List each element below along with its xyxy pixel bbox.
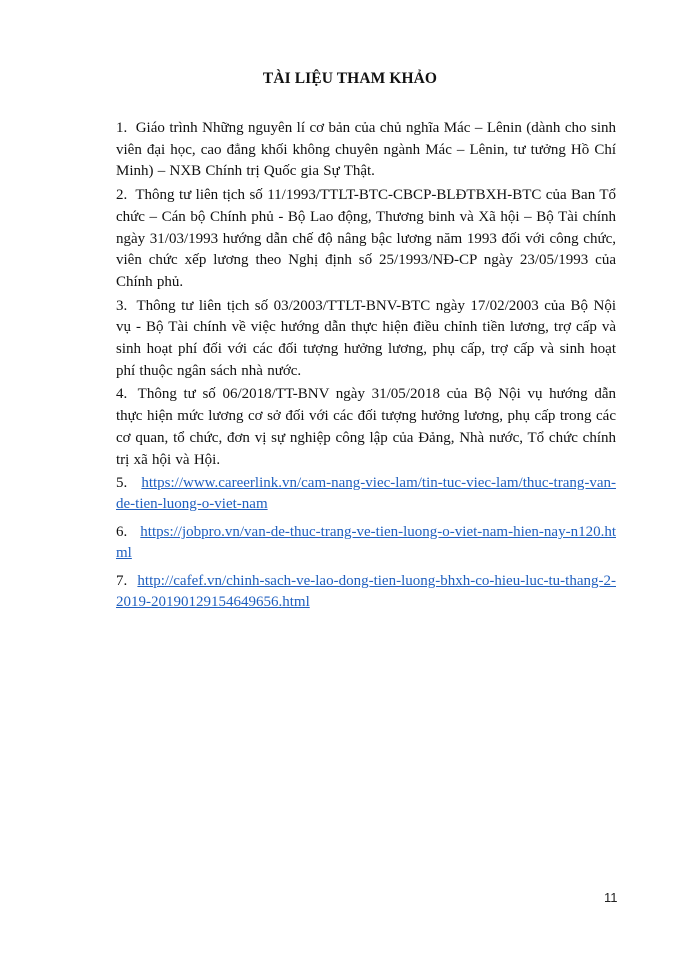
reference-text: Thông tư số 06/2018/TT-BNV ngày 31/05/2018 của Bộ Nội vụ hướng dẫn thực hiện mức lương cơ sở đối với các đối tượng hưởng lương, phụ cấp trong các cơ quan, tổ chức, đơn vị sự nghiệp công lập của Đảng, Nhà nước, Tổ chức chính trị xã hội và Hội. [116, 386, 616, 468]
reference-item-3 [116, 296, 616, 383]
reference-item-2 [116, 185, 616, 294]
reference-number: 7. [116, 573, 128, 590]
reference-item-6 [116, 522, 616, 564]
reference-number: 2. [116, 187, 128, 204]
reference-number: 1. [116, 120, 128, 136]
reference-text: Thông tư liên tịch số 03/2003/TTLT-BNV-BTC ngày 17/02/2003 của Bộ Nội vụ - Bộ Tài chính về việc hướng dẫn thực hiện điều chỉnh tiền lương, trợ cấp và sinh hoạt phí đối với các đối tượng hưởng lương, phụ cấp, trợ cấp và sinh hoạt phí thuộc ngân sách nhà nước. [116, 297, 616, 379]
page-title: TÀI LIỆU THAM KHẢO [262, 70, 438, 87]
reference-number: 5. [116, 475, 128, 492]
reference-item-5 [116, 473, 616, 515]
reference-number: 6. [116, 524, 128, 541]
reference-text: Giáo trình Những nguyên lí cơ bản của chủ nghĩa Mác – Lênin (dành cho sinh viên đại học, cao đẳng khối không chuyên ngành Mác – Lênin, tư tưởng Hồ Chí Minh) – NXB Chính trị Quốc gia Sự Thật. [116, 120, 617, 180]
reference-list [116, 118, 616, 620]
reference-link[interactable]: https://jobpro.vn/van-de-thuc-trang-ve-tien-luong-o-viet-nam-hien-nay-n120.html [116, 524, 616, 562]
reference-link[interactable]: https://www.careerlink.vn/cam-nang-viec-lam/tin-tuc-viec-lam/thuc-trang-van-de-tien-luong-o-viet-nam [116, 475, 616, 513]
reference-number: 4. [116, 386, 128, 403]
page-number: 11 [604, 890, 618, 905]
reference-number: 3. [116, 297, 128, 314]
reference-item-7 [116, 571, 616, 613]
reference-text: Thông tư liên tịch số 11/1993/TTLT-BTC-CBCP-BLĐTBXH-BTC của Ban Tổ chức – Cán bộ Chính phủ - Bộ Lao động, Thương binh và Xã hội – Bộ Tài chính ngày 31/03/1993 hướng dẫn chế độ nâng bậc lương năm 1993 đối với công chức, viên chức xếp lương theo Nghị định số 25/1993/NĐ-CP ngày 23/05/1993 của Chính phủ. [116, 187, 616, 290]
reference-link[interactable]: http://cafef.vn/chinh-sach-ve-lao-dong-tien-luong-bhxh-co-hieu-luc-tu-thang-2-2019-20190129154649656.html [116, 573, 616, 611]
reference-item-1 [116, 118, 616, 183]
reference-item-4 [116, 384, 616, 471]
